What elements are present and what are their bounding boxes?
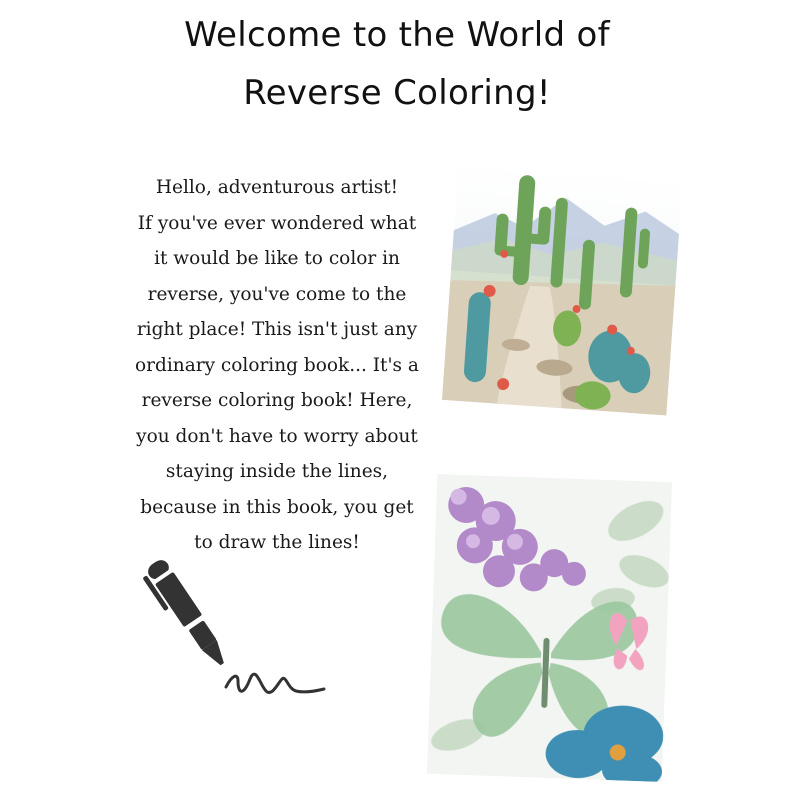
- intro-line: reverse, you've come to the: [147, 283, 407, 305]
- intro-line: it would be like to color in: [154, 248, 400, 269]
- intro-line: reverse coloring book! Here,: [141, 390, 413, 411]
- intro-line: ordinary coloring book... It's a: [135, 354, 419, 376]
- intro-line: you don't have to worry about: [136, 425, 418, 447]
- intro-line: because in this book, you get: [140, 496, 414, 518]
- pen-signature-icon: [132, 555, 332, 715]
- intro-line: to draw the lines!: [194, 532, 360, 553]
- title-line-2: Reverse Coloring!: [243, 73, 551, 113]
- intro-line: staying inside the lines,: [165, 461, 389, 482]
- intro-line: If you've ever wondered what: [137, 212, 417, 234]
- intro-line: Hello, adventurous artist!: [155, 177, 399, 198]
- intro-paragraph: [112, 170, 442, 561]
- page-title: [0, 6, 794, 122]
- cactus-illustration: [442, 160, 683, 415]
- title-line-1: Welcome to the World of: [184, 15, 610, 55]
- intro-line: right place! This isn't just any: [136, 319, 418, 340]
- floral-butterfly-illustration: [427, 474, 672, 782]
